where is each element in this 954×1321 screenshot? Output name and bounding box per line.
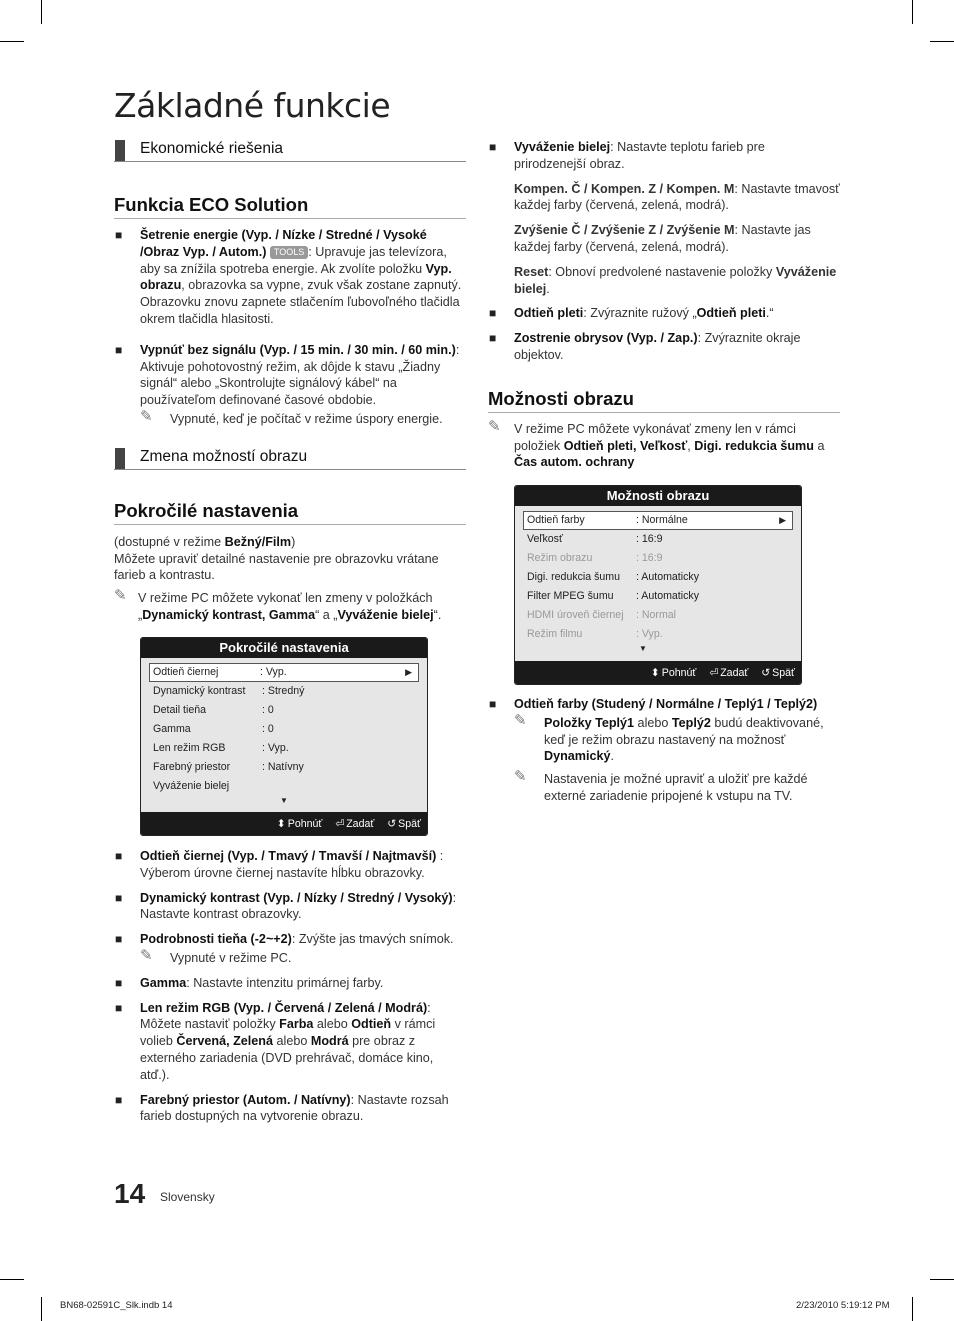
enter-icon: ⏎ <box>709 667 719 679</box>
print-date-info: 2/23/2010 5:19:12 PM <box>796 1300 890 1311</box>
advanced-items <box>114 848 466 1133</box>
osd-footer: ⬍ Pohnúť ⏎ Zadať ↺ Späť <box>141 812 427 836</box>
list-item: ■ Vypnúť bez signálu (Vyp. / 15 min. / 30 min. / 60 min.): Aktivuje pohotovostný režim, ak dôjde k stavu „Žiadny signál“ alebo „Skontrolujte signálový kábel“ na používateľom definované časové obdobie. <box>115 342 460 408</box>
crop-mark <box>0 41 24 42</box>
osd-picture-options <box>514 485 802 685</box>
osd-row-disabled: Režim obrazu : 16:9 <box>527 552 663 564</box>
pencil-note-icon: ✎ <box>514 711 527 729</box>
eco-heading: Funkcia ECO Solution <box>114 194 466 219</box>
bullet-icon: ■ <box>489 306 497 321</box>
return-icon: ↺ <box>387 818 397 830</box>
arrow-right-icon: ▶ <box>405 667 412 677</box>
crop-mark <box>41 1297 42 1321</box>
bullet-icon: ■ <box>115 849 123 863</box>
note: ✎ V režime PC môžete vykonať len zmeny v položkách „Dynamický kontrast, Gamma“ a „Vyváženie bielej“. <box>114 587 442 622</box>
bullet-icon: ■ <box>115 975 123 990</box>
tools-icon: TOOLS <box>270 246 308 259</box>
bullet-icon: ■ <box>489 697 497 711</box>
bullet-icon: ■ <box>489 331 497 346</box>
osd-row[interactable]: Farebný priestor : Natívny <box>153 761 304 773</box>
osd-row[interactable]: Veľkosť : 16:9 <box>527 533 663 545</box>
osd-title: Možnosti obrazu <box>515 486 801 506</box>
wb-offset: Kompen. Č / Kompen. Z / Kompen. M: Nastavte tmavosť každej farby (červená, zelená, modrá). <box>514 181 840 213</box>
osd-row[interactable]: Gamma : 0 <box>153 723 274 735</box>
osd-row[interactable]: Dynamický kontrast : Stredný <box>153 685 305 697</box>
note: ✎ Nastavenia je možné upraviť a uložiť pre každé externé zariadenie pripojené k vstupu na TV. <box>514 768 808 803</box>
list-item: ■ Podrobnosti tieňa (-2~+2): Zvýšte jas tmavých snímok. <box>115 932 454 947</box>
bullet-icon: ■ <box>115 932 123 947</box>
osd-row-selected[interactable]: Odtieň farby : Normálne ▶ <box>523 511 793 530</box>
list-item: ■ Gamma: Nastavte intenzitu primárnej farby. <box>115 975 384 990</box>
crop-mark <box>930 1279 954 1280</box>
color-tone-section <box>488 696 840 811</box>
wb-gain: Zvýšenie Č / Zvýšenie Z / Zvýšenie M: Nastavte jas každej farby (červená, zelená, modrá). <box>514 223 811 254</box>
pencil-note-icon: ✎ <box>140 946 153 964</box>
bullet-icon: ■ <box>115 1092 123 1107</box>
advanced-description: Môžete upraviť detailné nastavenie pre obrazovku vrátane farieb a kontrastu. <box>114 551 439 583</box>
page-language: Slovensky <box>160 1190 215 1204</box>
crop-mark <box>912 1297 913 1321</box>
crop-mark <box>0 1279 24 1280</box>
note: ✎ V režime PC môžete vykonávať zmeny len v rámci položiek Odtieň pleti, Veľkosť, Digi. redukcia šumu a Čas autom. ochrany <box>488 417 825 470</box>
list-item: ■ Odtieň pleti: Zvýraznite ružový „Odtieň pleti.“ <box>489 306 774 321</box>
page-number: 14 <box>114 1178 146 1209</box>
move-icon: ⬍ <box>650 667 660 679</box>
list-item: ■ Zostrenie obrysov (Vyp. / Zap.): Zvýraznite okraje objektov. <box>489 331 801 362</box>
right-column <box>488 139 840 477</box>
osd-row-selected[interactable]: Odtieň čiernej : Vyp. ▶ <box>149 663 419 682</box>
list-item: ■ Odtieň farby (Studený / Normálne / Teplý1 / Teplý2) <box>489 697 818 711</box>
bullet-icon: ■ <box>115 342 123 357</box>
pencil-note-icon: ✎ <box>140 407 153 425</box>
crop-mark <box>41 0 42 24</box>
list-item: ■ Farebný priestor (Autom. / Natívny): Nastavte rozsah farieb dostupných na vytvorenie obrazu. <box>115 1092 449 1124</box>
section-header-picture: Zmena možností obrazu <box>114 444 466 470</box>
advanced-heading: Pokročilé nastavenia <box>114 500 466 525</box>
pencil-note-icon: ✎ <box>114 587 127 605</box>
list-item: ■ Odtieň čiernej (Vyp. / Tmavý / Tmavší / Najtmavší) : Výberom úrovne čiernej nastavíte hĺbku obrazovky. <box>115 849 444 880</box>
note: ✎ Položky Teplý1 alebo Teplý2 budú deaktivované, keď je režim obrazu nastavený na možnosť Dynamický. <box>514 711 824 764</box>
pencil-note-icon: ✎ <box>514 768 527 786</box>
osd-row-disabled: Režim filmu : Vyp. <box>527 628 663 640</box>
list-item: ■ Vyváženie bielej: Nastavte teplotu farieb pre prirodzenejší obraz. <box>489 140 765 171</box>
list-item: ■ Dynamický kontrast (Vyp. / Nízky / Stredný / Vysoký): Nastavte kontrast obrazovky. <box>115 890 457 922</box>
osd-row[interactable]: Digi. redukcia šumu : Automaticky <box>527 571 699 583</box>
picture-options-heading: Možnosti obrazu <box>488 388 840 413</box>
note: ✎ Vypnuté, keď je počítač v režime úspory energie. <box>140 407 443 426</box>
note: ✎ Vypnuté v režime PC. <box>140 946 292 965</box>
left-column <box>114 136 466 630</box>
osd-title: Pokročilé nastavenia <box>141 638 427 658</box>
osd-advanced-settings <box>140 637 428 836</box>
osd-row[interactable]: Detail tieňa : 0 <box>153 704 274 716</box>
osd-row[interactable]: Vyváženie bielej <box>153 780 230 792</box>
pencil-note-icon: ✎ <box>488 417 501 435</box>
bullet-icon: ■ <box>489 140 497 154</box>
return-icon: ↺ <box>761 667 771 679</box>
print-file-info: BN68-02591C_Slk.indb 14 <box>60 1300 173 1311</box>
osd-row-disabled: HDMI úroveň čiernej : Normal <box>527 609 677 621</box>
list-item: ■ Šetrenie energie (Vyp. / Nízke / Stredné / Vysoké /Obraz Vyp. / Autom.) TOOLS : Upravuje jas televízora, aby sa znížila spotreba energie. Ak zvolíte položku Vyp. obrazu, obrazovka sa vypne, zvuk však zostane zapnutý. Obrazovku znovu zapnete stlačením ľubovoľného tlačidla okrem tlačidla hlasitosti. <box>115 228 462 326</box>
list-item: ■ Len režim RGB (Vyp. / Červená / Zelená / Modrá): Môžete nastaviť položky Farba alebo Odtieň v rámci volieb Červená, Zelená alebo Modrá pre obraz z externého zariadenia (DVD prehrávač, domáce kino, atď.). <box>115 1000 436 1082</box>
advanced-intro: (dostupné v režime Bežný/Film) <box>114 534 296 549</box>
wb-reset: Reset: Obnoví predvolené nastavenie položky Vyváženie bielej. <box>514 264 837 296</box>
section-header-eco: Ekonomické riešenia <box>114 136 466 162</box>
move-icon: ⬍ <box>276 818 286 830</box>
bullet-icon: ■ <box>115 228 123 242</box>
osd-footer: ⬍ Pohnúť ⏎ Zadať ↺ Späť <box>515 661 801 685</box>
crop-mark <box>930 41 954 42</box>
osd-row[interactable]: Len režim RGB : Vyp. <box>153 742 289 754</box>
scroll-down-icon[interactable]: ▼ <box>280 796 288 805</box>
bullet-icon: ■ <box>115 890 123 905</box>
page-title: Základné funkcie <box>114 86 391 125</box>
enter-icon: ⏎ <box>335 818 345 830</box>
crop-mark <box>912 0 913 24</box>
arrow-right-icon: ▶ <box>779 515 786 525</box>
bullet-icon: ■ <box>115 1000 123 1015</box>
scroll-down-icon[interactable]: ▼ <box>639 644 647 653</box>
osd-row[interactable]: Filter MPEG šumu : Automaticky <box>527 590 699 602</box>
